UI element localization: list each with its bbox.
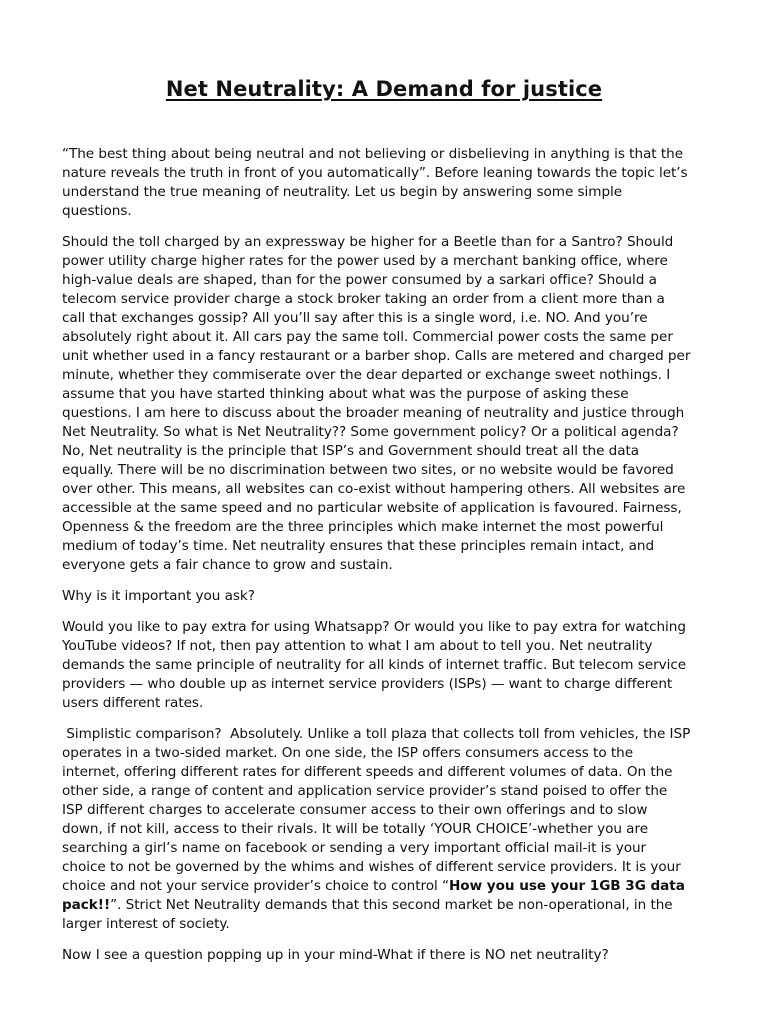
paragraph-comparison <box>62 725 706 934</box>
text-line: demands the same principle of neutrality for all kinds of internet traffic. But telecom service <box>62 657 687 673</box>
text-line: Simplistic comparison? Absolutely. Unlike a toll plaza that collects toll from vehicles, the ISP <box>62 726 691 742</box>
paragraph-whatsapp <box>62 618 706 713</box>
text-segment: choice and not your service provider’s choice to control “ <box>62 878 449 894</box>
paragraph-toll-analogy <box>62 233 706 575</box>
text-line: unit whether used in a fancy restaurant or a barber shop. Calls are metered and charged per <box>62 348 691 364</box>
paragraph-intro <box>62 145 706 221</box>
text-line: everyone gets a fair chance to grow and sustain. <box>62 557 393 573</box>
text-line-mixed <box>62 896 706 915</box>
text-line: searching a girl’s name on facebook or sending a very important official mail-it is your <box>62 840 647 856</box>
text-line: providers — who double up as internet service providers (ISPs) — want to charge different <box>62 676 673 692</box>
text-line: nature reveals the truth in front of you automatically”. Before leaning towards the topic let’s <box>62 165 688 181</box>
text-line: medium of today’s time. Net neutrality ensures that these principles remain intact, and <box>62 538 655 554</box>
text-line: Net Neutrality. So what is Net Neutrality?? Some government policy? Or a political agenda? <box>62 424 679 440</box>
text-line: Now I see a question popping up in your mind-What if there is NO net neutrality? <box>62 947 609 963</box>
text-line: Would you like to pay extra for using Whatsapp? Or would you like to pay extra for watching <box>62 619 686 635</box>
text-line: understand the true meaning of neutrality. Let us begin by answering some simple <box>62 184 623 200</box>
text-line: internet, offering different rates for different speeds and different volumes of data. On the <box>62 764 673 780</box>
text-line: power utility charge higher rates for the power used by a merchant banking office, where <box>62 253 668 269</box>
bold-emphasis: How you use your 1GB 3G data <box>448 878 685 894</box>
bold-emphasis: pack!! <box>62 897 111 913</box>
text-line: Openness & the freedom are the three principles which make internet the most powerful <box>62 519 664 535</box>
text-line: Why is it important you ask? <box>62 588 255 604</box>
text-line: choice to not be governed by the whims and wishes of different service providers. It is your <box>62 859 681 875</box>
text-line: assume that you have started thinking about what was the purpose of asking these <box>62 386 629 402</box>
text-segment: ”. Strict Net Neutrality demands that this second market be non-operational, in the <box>110 897 673 913</box>
document-title: Net Neutrality: A Demand for justice <box>165 77 603 101</box>
text-line: accessible at the same speed and no particular website of application is favoured. Fairness, <box>62 500 682 516</box>
text-line: high-value deals are shaped, than for the power consumed by a sarkari office? Should a <box>62 272 657 288</box>
text-line: “The best thing about being neutral and not believing or disbelieving in anything is that the <box>62 146 684 162</box>
text-line: other side, a range of content and application service provider’s stand poised to offer the <box>62 783 668 799</box>
text-line: ISP different charges to accelerate consumer access to their own offerings and to slow <box>62 802 648 818</box>
text-line: users different rates. <box>62 695 204 711</box>
text-line: minute, whether they commiserate over the dear departed or exchange sweet nothings. I <box>62 367 671 383</box>
text-line: questions. <box>62 203 132 219</box>
text-line: questions. I am here to discuss about the broader meaning of neutrality and justice through <box>62 405 685 421</box>
text-line: over other. This means, all websites can co-exist without hampering others. All websites are <box>62 481 686 497</box>
text-line: down, if not kill, access to their rivals. It will be totally ‘YOUR CHOICE’-whether you are <box>62 821 649 837</box>
text-line: absolutely right about it. All cars pay the same toll. Commercial power costs the same per <box>62 329 673 345</box>
text-line: Should the toll charged by an expressway be higher for a Beetle than for a Santro? Should <box>62 234 674 250</box>
text-line: telecom service provider charge a stock broker taking an order from a client more than a <box>62 291 665 307</box>
text-line: YouTube videos? If not, then pay attention to what I am about to tell you. Net neutrality <box>62 638 653 654</box>
paragraph-why-important <box>62 587 706 606</box>
paragraph-question <box>62 946 706 965</box>
text-line: operates in a two-sided market. On one side, the ISP offers consumers access to the <box>62 745 634 761</box>
text-line-mixed <box>62 877 706 896</box>
text-line: call that exchanges gossip? All you’ll say after this is a single word, i.e. NO. And you’re <box>62 310 648 326</box>
text-line: larger interest of society. <box>62 916 230 932</box>
text-line: equally. There will be no discrimination between two sites, or no website would be favored <box>62 462 674 478</box>
text-line: No, Net neutrality is the principle that ISP’s and Government should treat all the data <box>62 443 640 459</box>
